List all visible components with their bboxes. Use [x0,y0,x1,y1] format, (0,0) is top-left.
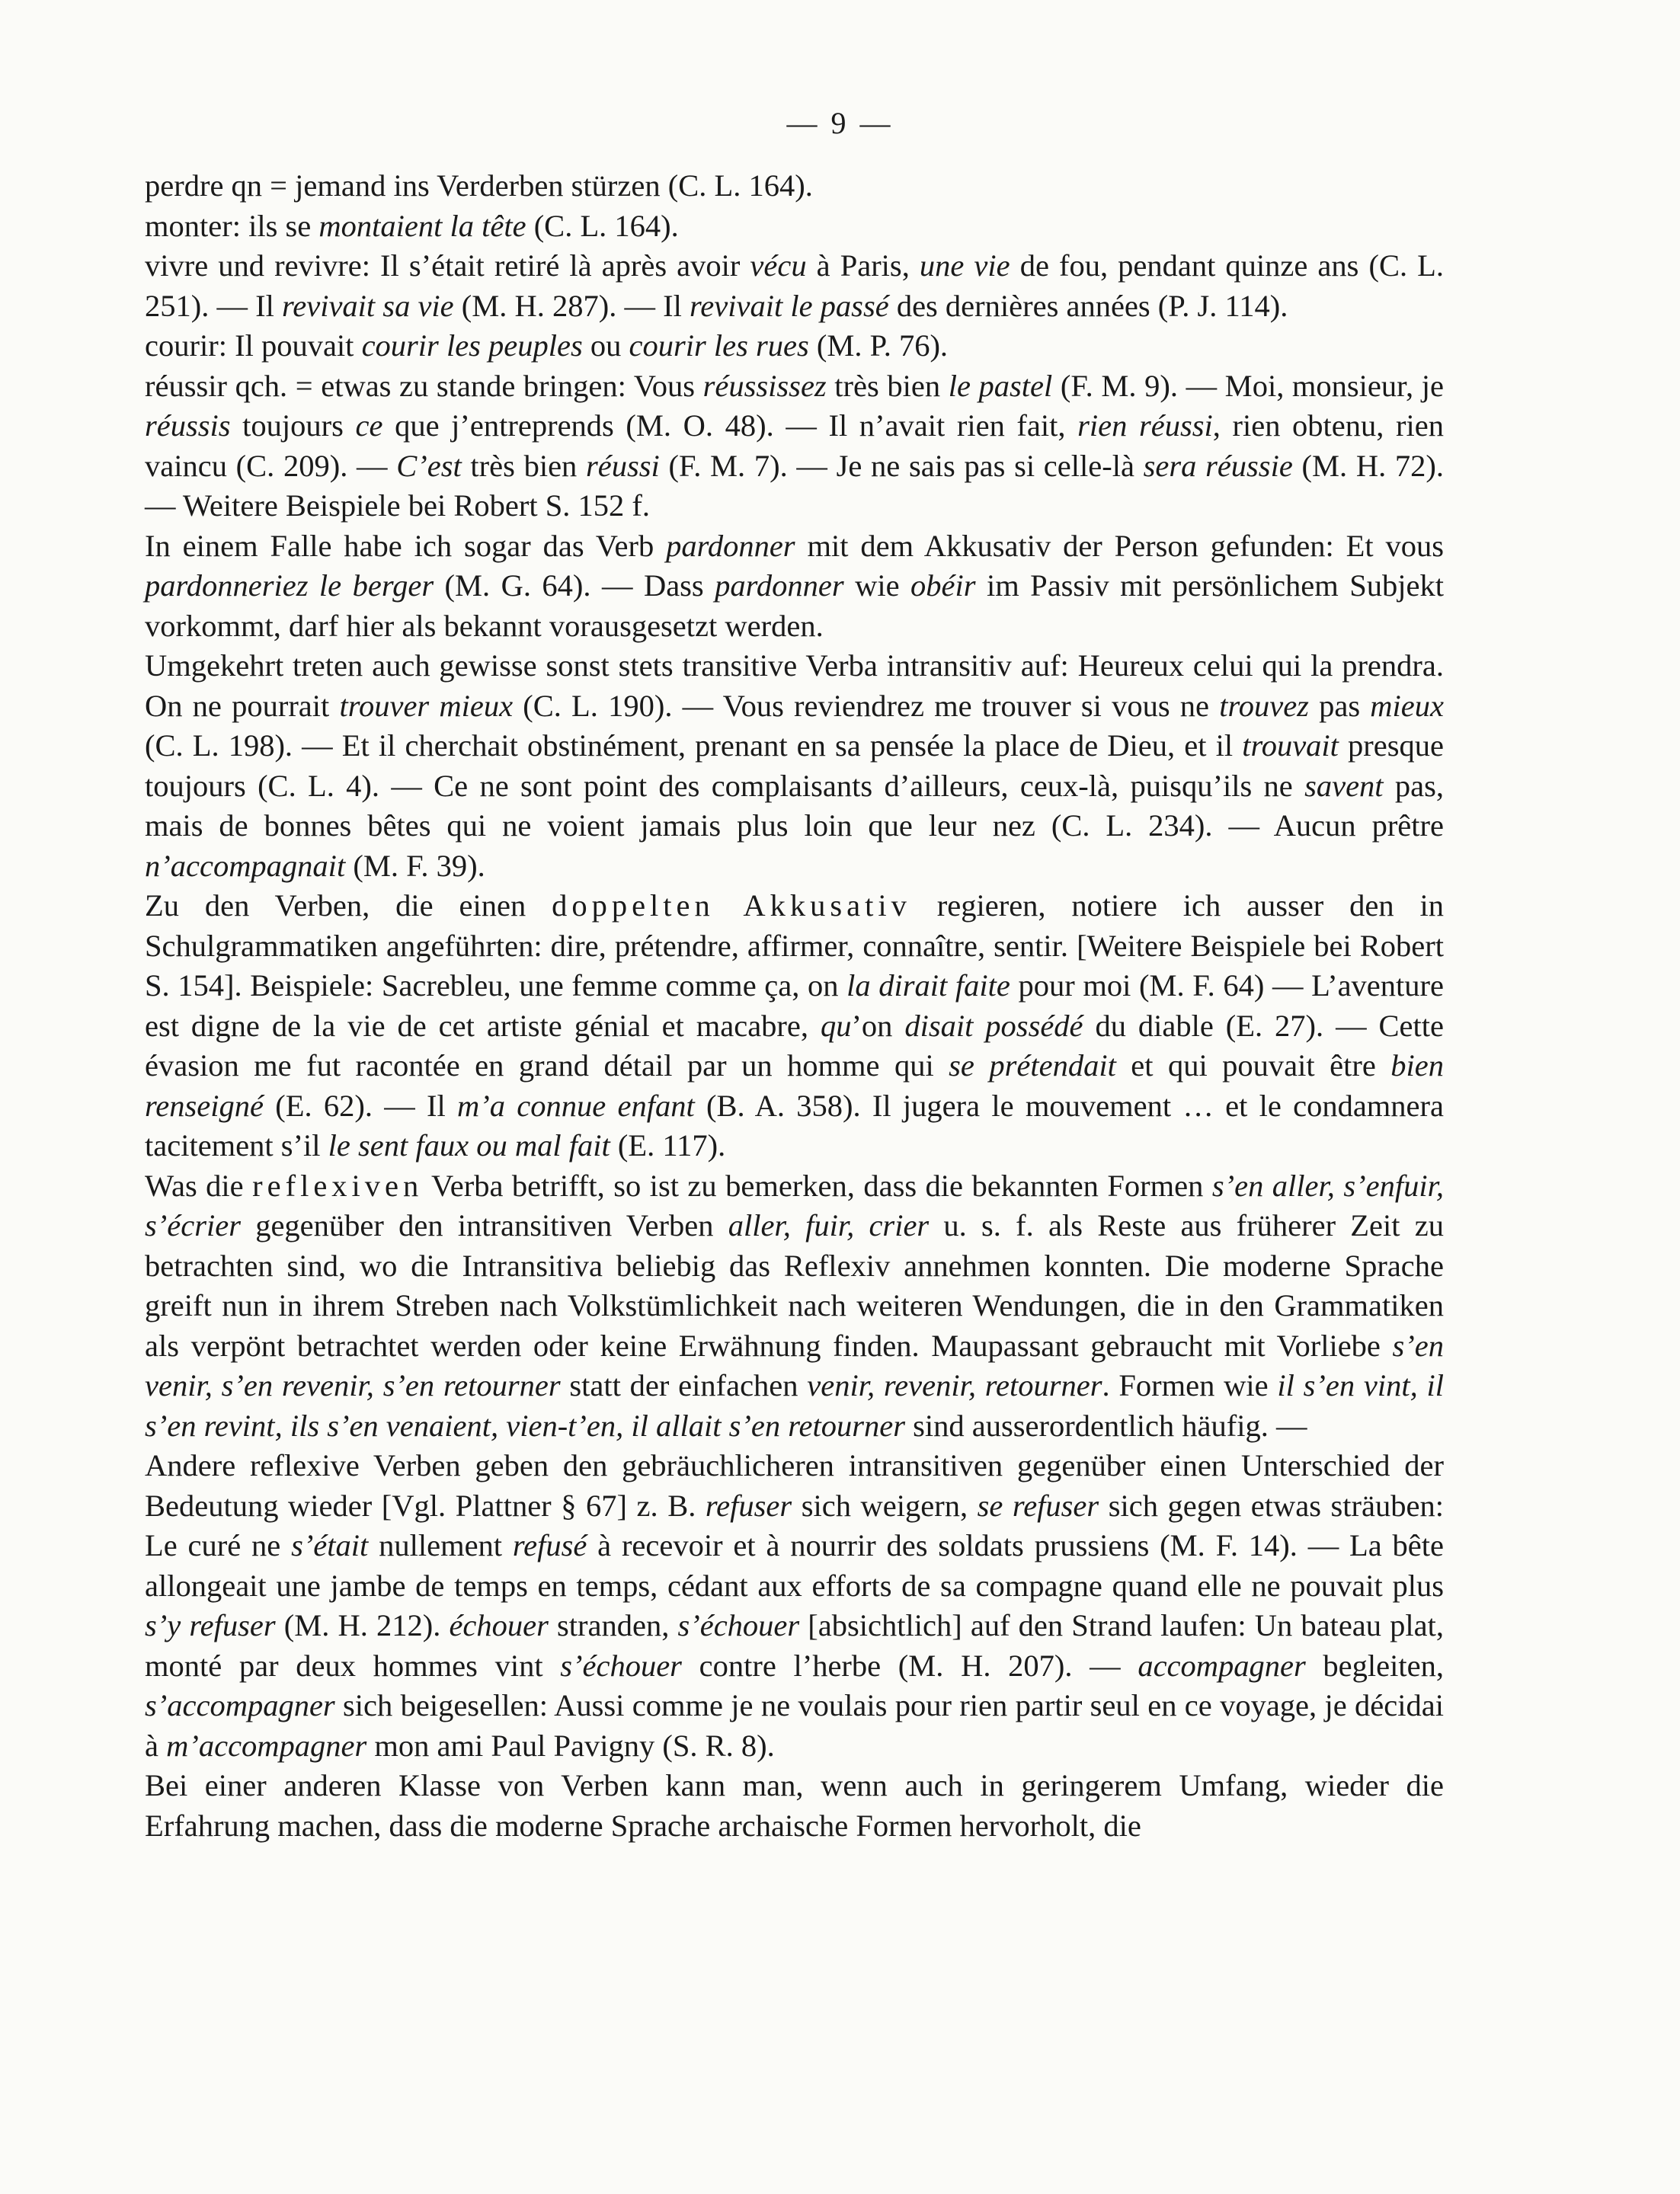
paragraph: courir: Il pouvait courir les peuples ou courir les rues (M. P. 76). [145,328,949,363]
paragraph: In einem Falle habe ich sogar das Verb pardonner mit dem Akkusativ der Person gefunden: Et vous pardonneriez le berger (M. G. 64). — Dass pardonner wie obéir im Passiv mit persönlichem Subjekt vorkommt, darf hier als bekannt vorausgesetzt werden. [145,528,1444,643]
paragraph: vivre und revivre: Il s’était retiré là après avoir vécu à Paris, une vie de fou, pendant quinze ans (C. L. 251). — Il revivait sa vie (M. H. 287). — Il revivait le passé des dernières années (P. J. 114). [145,248,1445,323]
paragraph: Andere reflexive Verben geben den gebräuchlicheren intransitiven gegenüber einen Unterschied der Bedeutung wieder [Vgl. Plattner § 67] z. B. refuser sich weigern, se refuser sich gegen etwas sträuben: Le curé ne s’était nullement refusé à recevoir et à nourrir des soldats prussiens (M. F. 14). — La bête allongeait une jambe de temps en temps, cédant aux efforts de sa compagne quand elle ne pouvait plus s’y refuser (M. H. 212). échouer stranden, s’échouer [absichtlich] auf den Strand laufen: Un bateau plat, monté par deux hommes vint s’échouer contre l’herbe (M. H. 207). — accompagner begleiten, s’accompagner sich beigesellen: Aussi comme je ne voulais pour rien partir seul en ce voyage, je décidai à m’accompagner mon ami Paul Pavigny (S. R. 8). [145,1448,1445,1763]
paragraph: monter: ils se montaient la tête (C. L. 164). [145,208,679,243]
paragraph: réussir qch. = etwas zu stande bringen: Vous réussissez très bien le pastel (F. M. 9). — Moi, monsieur, je réussis toujours ce que j’entreprends (M. O. 48). — Il n’avait rien fait, rien réussi, rien obtenu, rien vaincu (C. 209). — C’est très bien réussi (F. M. 7). — Je ne sais pas si celle-là sera réussie (M. H. 72). — Weitere Beispiele bei Robert S. 152 f. [145,368,1444,523]
paragraph: Was die reflexiven Verba betrifft, so ist zu bemerken, dass die bekannten Formen s’en aller, s’enfuir, s’écrier gegenüber den intransitiven Verben aller, fuir, crier u. s. f. als Reste aus früherer Zeit zu betrachten sind, wo die Intransitiva beliebig das Reflexiv annehmen konnten. Die moderne Sprache greift nun in ihrem Streben nach Volkstümlichkeit nach weiteren Wendungen, die in den Grammatiken als verpönt betrachtet werden oder keine Erwähnung finden. Maupassant gebraucht mit Vorliebe s’en venir, s’en revenir, s’en retourner statt der einfachen venir, revenir, retourner. Formen wie il s’en vint, il s’en revint, ils s’en venaient, vien-t’en, il allait s’en retourner sind ausserordentlich häufig. — [145,1168,1444,1443]
paragraph: perdre qn = jemand ins Verderben stürzen (C. L. 164). [145,168,813,203]
body-text [145,166,1444,1846]
paragraph: Umgekehrt treten auch gewisse sonst stets transitive Verba intransitiv auf: Heureux celui qui la prendra. On ne pourrait trouver mieux (C. L. 190). — Vous reviendrez me trouver si vous ne trouvez pas mieux (C. L. 198). — Et il cherchait obstinément, prenant en sa pensée la place de Dieu, et il trouvait presque toujours (C. L. 4). — Ce ne sont point des complaisants d’ailleurs, ceux-là, puisqu’ils ne savent pas, mais de bonnes bêtes qui ne voient jamais plus loin que leur nez (C. L. 234). — Aucun prêtre n’accompagnait (M. F. 39). [145,648,1444,883]
paragraph: Bei einer anderen Klasse von Verben kann man, wenn auch in geringerem Umfang, wieder die Erfahrung machen, dass die moderne Sprache archaische Formen hervorholt, die [145,1768,1444,1843]
paragraph: Zu den Verben, die einen doppelten Akkusativ regieren, notiere ich ausser den in Schulgrammatiken angeführten: dire, prétendre, affirmer, connaître, sentir. [Weitere Beispiele bei Robert S. 154]. Beispiele: Sacrebleu, une femme comme ça, on la dirait faite pour moi (M. F. 64) — L’aventure est digne de la vie de cet artiste génial et macabre, qu’on disait possédé du diable (E. 27). — Cette évasion me fut racontée en grand détail par un homme qui se prétendait et qui pouvait être bien renseigné (E. 62). — Il m’a connue enfant (B. A. 358). Il jugera le mouvement … et le condamnera tacitement s’il le sent faux ou mal fait (E. 117). [145,888,1444,1163]
page-number: — 9 — [786,106,894,140]
